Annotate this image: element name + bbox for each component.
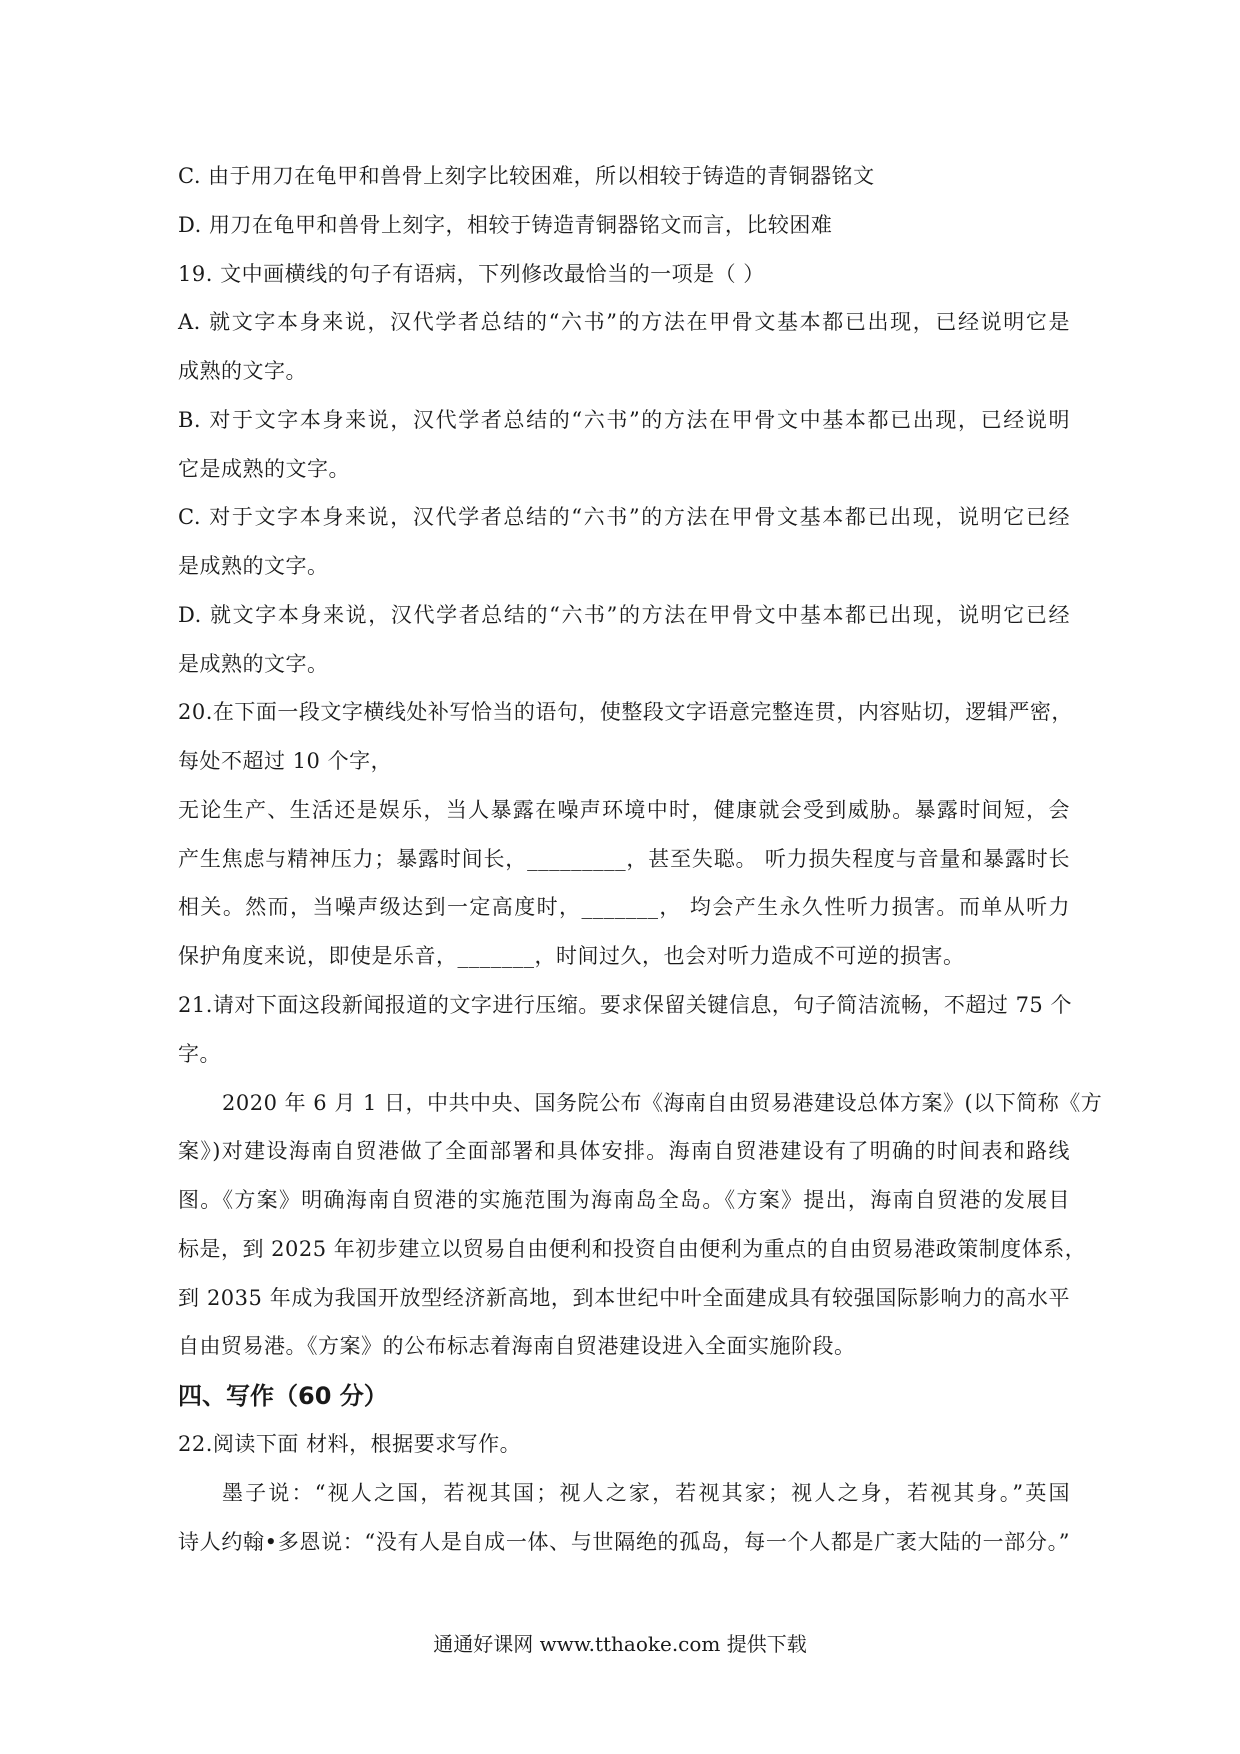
q21-news-line: 自由贸易港。《方案》的公布标志着海南自贸港建设进入全面实施阶段。 [178, 1334, 856, 1358]
q19-option-b-cont: 它是成熟的文字。 [178, 457, 350, 481]
q19-option-a: A. 就文字本身来说，汉代学者总结的“六书”的方法在甲骨文基本都已出现，已经说明它是 [178, 310, 1070, 334]
q21-news-line: 2020 年 6 月 1 日，中共中央、国务院公布《海南自由贸易港建设总体方案》(以下简称《方 [222, 1091, 1103, 1115]
option-d-line: D. 用刀在龟甲和兽骨上刻字，相较于铸造青铜器铭文而言，比较困难 [178, 213, 833, 237]
question-20-cont: 每处不超过 10 个字， [178, 749, 393, 773]
q20-passage-line: 保护角度来说，即使是乐音，_______，时间过久，也会对听力造成不可逆的损害。 [178, 944, 965, 968]
section-heading-writing: 四、写作（60 分） [178, 1382, 388, 1410]
q19-option-c: C. 对于文字本身来说，汉代学者总结的“六书”的方法在甲骨文基本都已出现，说明它已经 [178, 505, 1070, 529]
question-22: 22.阅读下面 材料，根据要求写作。 [178, 1432, 522, 1456]
q20-passage-line: 产生焦虑与精神压力；暴露时间长，_________，甚至失聪。 听力损失程度与音量和暴露时长 [178, 847, 1070, 871]
q19-option-d-cont: 是成熟的文字。 [178, 652, 329, 676]
q22-material-line: 墨子说：“视人之国，若视其国；视人之家，若视其家；视人之身，若视其身。”英国 [222, 1481, 1070, 1505]
question-20: 20.在下面一段文字横线处补写恰当的语句，使整段文字语意完整连贯，内容贴切，逻辑严密， [178, 700, 1073, 724]
page-footer: 通通好课网 www.tthaoke.com 提供下载 [433, 1632, 807, 1656]
option-c-line: C. 由于用刀在龟甲和兽骨上刻字比较困难，所以相较于铸造的青铜器铭文 [178, 164, 875, 188]
q21-news-line: 图。《方案》明确海南自贸港的实施范围为海南岛全岛。《方案》提出，海南自贸港的发展目 [178, 1188, 1070, 1212]
question-21: 21.请对下面这段新闻报道的文字进行压缩。要求保留关键信息，句子简洁流畅，不超过 75 个 [178, 993, 1072, 1017]
q20-passage-line: 相关。然而，当噪声级达到一定高度时，_______， 均会产生永久性听力损害。而单从听力 [178, 895, 1070, 919]
q21-news-line: 标是，到 2025 年初步建立以贸易自由便利和投资自由便利为重点的自由贸易港政策制度体系， [178, 1237, 1087, 1261]
q20-passage-line: 无论生产、生活还是娱乐，当人暴露在噪声环境中时，健康就会受到威胁。暴露时间短，会 [178, 798, 1070, 822]
q19-option-c-cont: 是成熟的文字。 [178, 554, 329, 578]
q19-option-a-cont: 成熟的文字。 [178, 359, 307, 383]
q21-news-line: 案》)对建设海南自贸港做了全面部署和具体安排。海南自贸港建设有了明确的时间表和路线 [178, 1139, 1070, 1163]
question-21-cont: 字。 [178, 1042, 221, 1066]
question-19: 19. 文中画横线的句子有语病，下列修改最恰当的一项是（ ） [178, 262, 765, 286]
q19-option-d: D. 就文字本身来说，汉代学者总结的“六书”的方法在甲骨文中基本都已出现，说明它已经 [178, 603, 1070, 627]
q22-material-line: 诗人约翰•多恩说：“没有人是自成一体、与世隔绝的孤岛，每一个人都是广袤大陆的一部分。” [178, 1530, 1070, 1554]
q21-news-line: 到 2035 年成为我国开放型经济新高地，到本世纪中叶全面建成具有较强国际影响力的高水平 [178, 1286, 1070, 1310]
q19-option-b: B. 对于文字本身来说，汉代学者总结的“六书”的方法在甲骨文中基本都已出现，已经说明 [178, 408, 1070, 432]
